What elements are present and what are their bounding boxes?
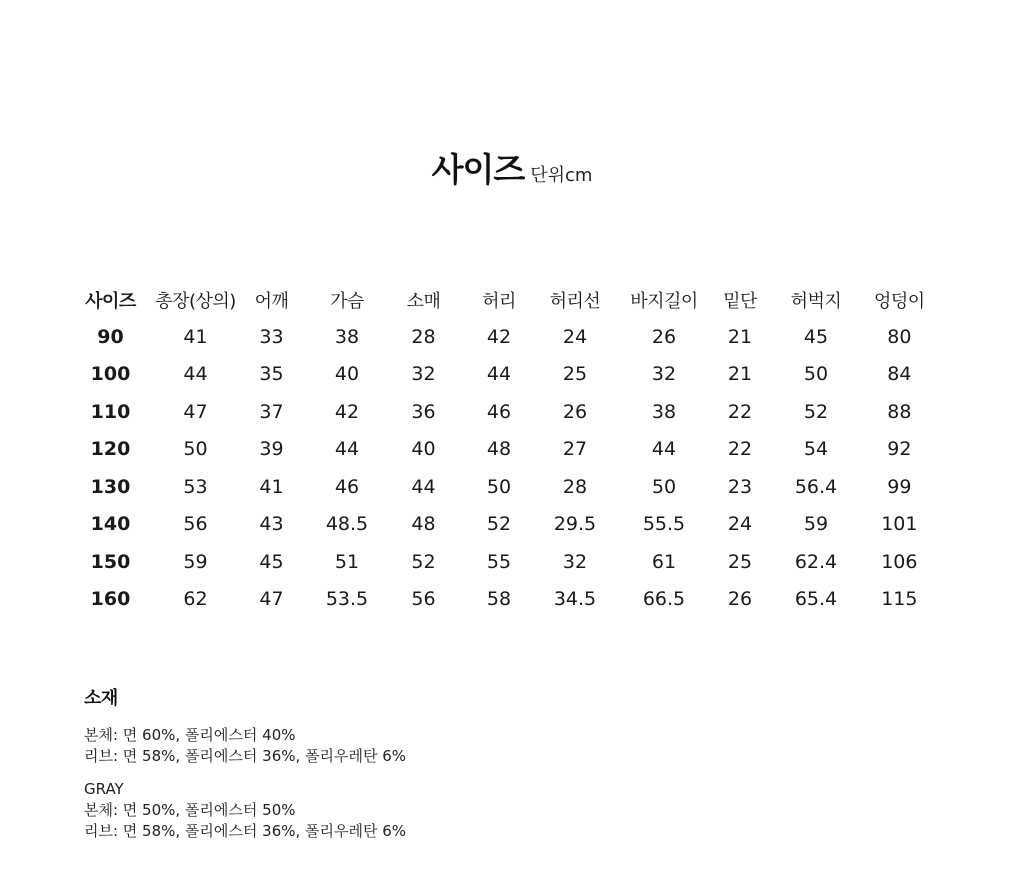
material-group-2 — [84, 779, 406, 842]
size-label-cell: 120 — [90, 438, 131, 461]
table-row — [72, 318, 925, 356]
material-group-1 — [84, 725, 406, 767]
size-label-cell: 140 — [90, 513, 131, 536]
material-line: 리브: 면 58%, 폴리에스터 36%, 폴리우레탄 6% — [84, 822, 407, 840]
measurement-cell: 55 — [486, 550, 512, 573]
measurement-cell: 38 — [334, 325, 360, 348]
measurement-cell: 35 — [259, 363, 284, 386]
measurement-cell: 54 — [803, 438, 829, 461]
measurement-cell: 59 — [803, 513, 829, 536]
table-row — [72, 431, 925, 469]
measurement-cell: 50 — [803, 363, 829, 386]
measurement-cell: 106 — [881, 550, 918, 573]
measurement-cell: 41 — [183, 325, 208, 348]
measurement-cell: 44 — [411, 475, 436, 498]
measurement-cell: 42 — [486, 325, 512, 348]
measurement-cell: 46 — [334, 475, 360, 498]
measurement-cell: 29.5 — [553, 513, 597, 536]
measurement-cell: 40 — [411, 438, 436, 461]
column-header: 밑단 — [723, 291, 757, 312]
measurement-cell: 52 — [803, 400, 829, 423]
measurement-cell: 45 — [259, 550, 284, 573]
measurement-cell: 56.4 — [794, 475, 838, 498]
measurement-cell: 47 — [259, 588, 284, 611]
size-label-cell: 90 — [97, 325, 124, 348]
measurement-cell: 41 — [259, 475, 284, 498]
measurement-cell: 32 — [651, 363, 677, 386]
header-row — [72, 282, 925, 318]
table-row — [72, 506, 925, 544]
measurement-cell: 39 — [259, 438, 284, 461]
measurement-cell: 47 — [183, 400, 208, 423]
measurement-cell: 88 — [887, 400, 912, 423]
measurement-cell: 50 — [183, 438, 208, 461]
measurement-cell: 21 — [727, 363, 753, 386]
measurement-cell: 99 — [887, 475, 912, 498]
measurement-cell: 40 — [334, 363, 360, 386]
size-label-cell: 110 — [90, 400, 131, 423]
measurement-cell: 50 — [651, 475, 677, 498]
measurement-cell: 37 — [259, 400, 284, 423]
column-header: 가슴 — [330, 291, 364, 312]
measurement-cell: 51 — [334, 550, 360, 573]
column-header: 허벅지 — [790, 291, 842, 312]
measurement-cell: 22 — [727, 438, 753, 461]
measurement-cell: 26 — [651, 325, 677, 348]
measurement-cell: 48 — [486, 438, 512, 461]
measurement-cell: 56 — [411, 588, 436, 611]
size-label-cell: 150 — [90, 550, 131, 573]
size-table — [72, 282, 925, 618]
measurement-cell: 115 — [881, 588, 918, 611]
material-title: 소재 — [84, 688, 118, 709]
measurement-cell: 46 — [486, 400, 512, 423]
table-row — [72, 468, 925, 506]
measurement-cell: 61 — [651, 550, 677, 573]
measurement-cell: 24 — [727, 513, 753, 536]
measurement-cell: 53.5 — [325, 588, 369, 611]
column-header-size: 사이즈 — [85, 291, 136, 312]
measurement-cell: 101 — [881, 513, 918, 536]
measurement-cell: 32 — [411, 363, 436, 386]
measurement-cell: 52 — [411, 550, 436, 573]
measurement-cell: 44 — [651, 438, 677, 461]
size-label-cell: 160 — [90, 588, 131, 611]
measurement-cell: 25 — [562, 363, 588, 386]
measurement-cell: 48 — [411, 513, 436, 536]
measurement-cell: 44 — [334, 438, 360, 461]
measurement-cell: 32 — [562, 550, 588, 573]
measurement-cell: 45 — [803, 325, 829, 348]
measurement-cell: 27 — [562, 438, 588, 461]
measurement-cell: 23 — [727, 475, 753, 498]
size-label-cell: 100 — [90, 363, 131, 386]
measurement-cell: 22 — [727, 400, 753, 423]
column-header: 바지길이 — [630, 291, 698, 312]
column-header: 소매 — [406, 291, 441, 312]
measurement-cell: 28 — [562, 475, 588, 498]
column-header: 허리 — [482, 291, 516, 312]
measurement-cell: 55.5 — [642, 513, 686, 536]
measurement-cell: 26 — [727, 588, 753, 611]
size-title: 사이즈 — [431, 150, 525, 189]
page-title — [0, 144, 1024, 191]
size-table-body — [72, 318, 925, 618]
table-row — [72, 581, 925, 619]
measurement-cell: 21 — [727, 325, 753, 348]
size-table-header — [72, 282, 925, 318]
material-line: 본체: 면 50%, 폴리에스터 50% — [84, 801, 296, 819]
measurement-cell: 34.5 — [553, 588, 597, 611]
measurement-cell: 44 — [183, 363, 208, 386]
table-row — [72, 543, 925, 581]
measurement-cell: 36 — [411, 400, 436, 423]
measurement-cell: 24 — [562, 325, 588, 348]
unit-label: 단위cm — [530, 165, 593, 186]
measurement-cell: 62.4 — [794, 550, 838, 573]
measurement-cell: 38 — [651, 400, 677, 423]
measurement-cell: 65.4 — [794, 588, 838, 611]
measurement-cell: 66.5 — [642, 588, 686, 611]
measurement-cell: 25 — [727, 550, 753, 573]
measurement-cell: 50 — [486, 475, 512, 498]
measurement-cell: 80 — [887, 325, 912, 348]
measurement-cell: 53 — [183, 475, 208, 498]
measurement-cell: 58 — [486, 588, 512, 611]
table-row — [72, 356, 925, 394]
measurement-cell: 59 — [183, 550, 208, 573]
material-color-label: GRAY — [84, 780, 124, 798]
measurement-cell: 48.5 — [325, 513, 369, 536]
size-label-cell: 130 — [90, 475, 131, 498]
measurement-cell: 62 — [183, 588, 208, 611]
measurement-cell: 42 — [334, 400, 360, 423]
measurement-cell: 43 — [259, 513, 284, 536]
column-header: 총장(상의) — [155, 291, 236, 312]
measurement-cell: 26 — [562, 400, 588, 423]
material-line: 리브: 면 58%, 폴리에스터 36%, 폴리우레탄 6% — [84, 747, 407, 765]
measurement-cell: 56 — [183, 513, 208, 536]
table-row — [72, 393, 925, 431]
measurement-cell: 52 — [486, 513, 512, 536]
column-header: 엉덩이 — [874, 291, 925, 312]
measurement-cell: 28 — [411, 325, 436, 348]
measurement-cell: 84 — [887, 363, 912, 386]
measurement-cell: 33 — [259, 325, 284, 348]
material-section — [84, 684, 406, 854]
column-header: 어깨 — [254, 291, 289, 312]
material-line: 본체: 면 60%, 폴리에스터 40% — [84, 726, 296, 744]
measurement-cell: 92 — [887, 438, 912, 461]
measurement-cell: 44 — [486, 363, 512, 386]
column-header: 허리선 — [549, 291, 601, 312]
